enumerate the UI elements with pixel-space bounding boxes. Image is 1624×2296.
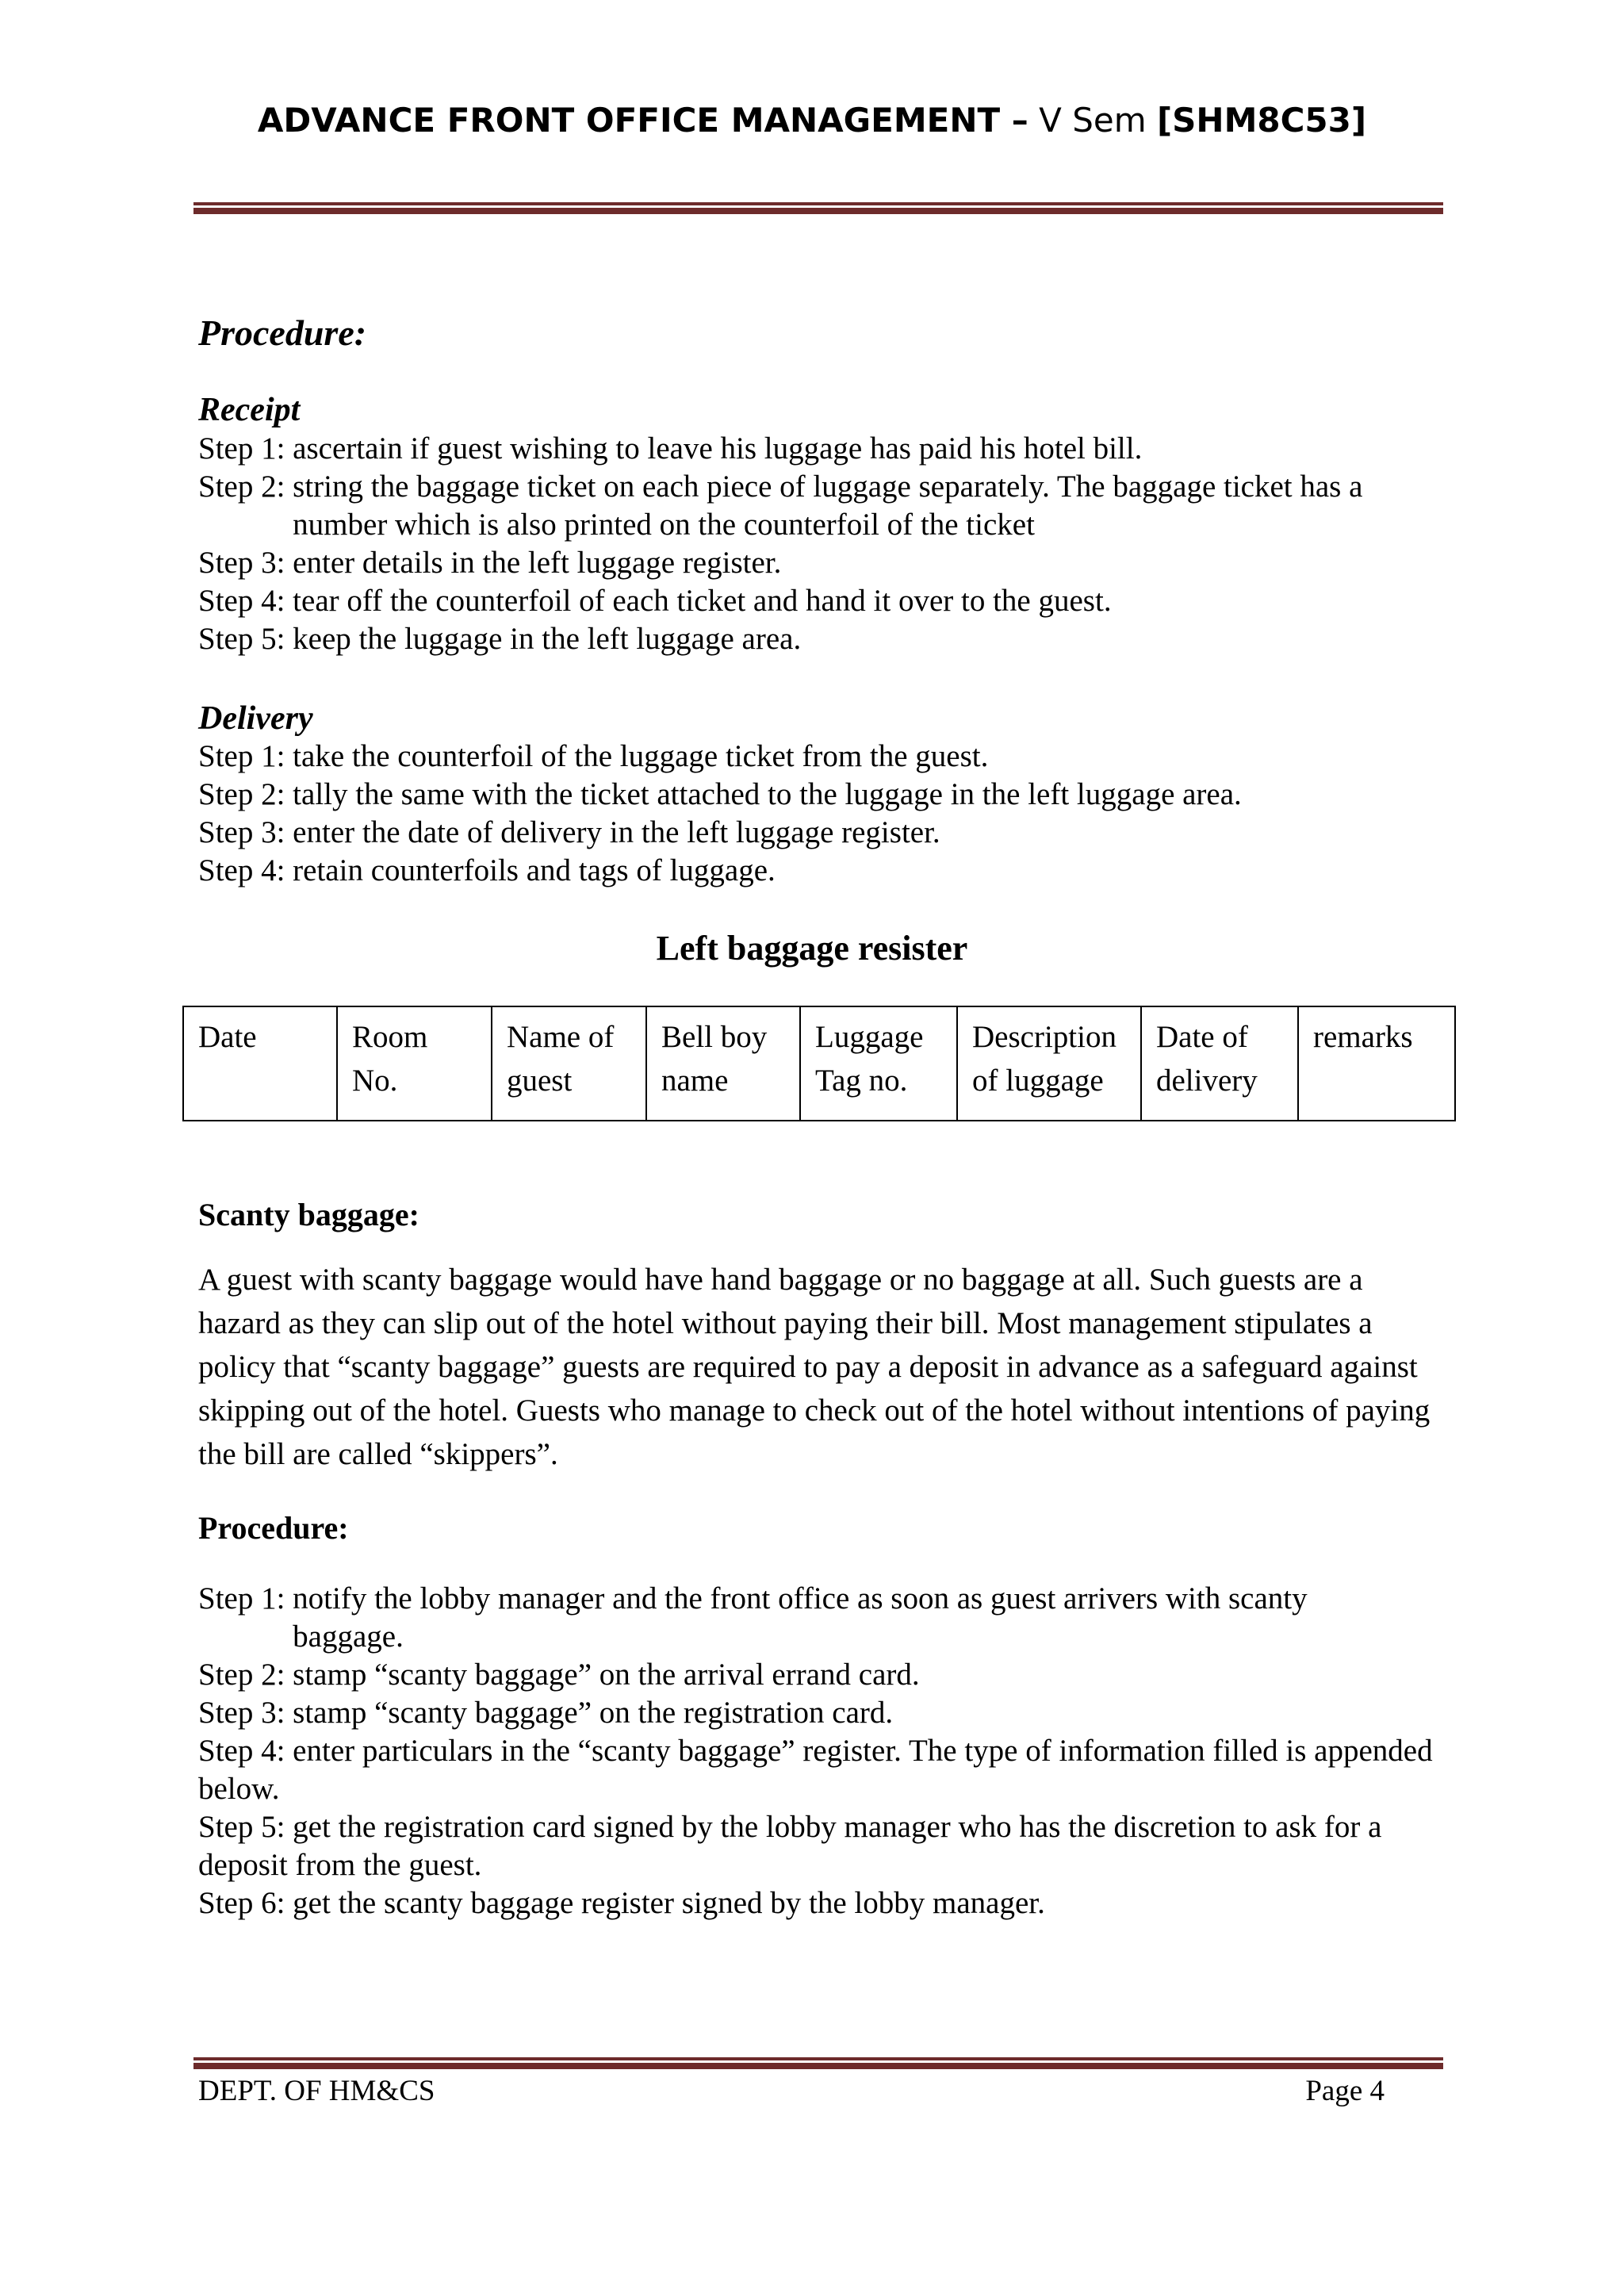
receipt-heading: Receipt xyxy=(198,392,301,428)
list-item: Step 4: retain counterfoils and tags of luggage. xyxy=(198,853,776,887)
semester: V Sem xyxy=(1039,101,1147,140)
delivery-steps xyxy=(198,738,1451,890)
list-item: Step 2: tally the same with the ticket attached to the luggage in the left luggage area. xyxy=(198,777,1242,811)
table-header-row xyxy=(183,1006,1455,1121)
list-item: Step 3: stamp “scanty baggage” on the registration card. xyxy=(198,1696,894,1730)
list-item: Step 4: enter particulars in the “scanty baggage” register. The type of information filled is appended below. xyxy=(198,1734,1433,1806)
receipt-steps xyxy=(198,430,1451,658)
procedure-heading: Procedure: xyxy=(198,312,367,353)
list-item: Step 6: get the scanty baggage register signed by the lobby manager. xyxy=(198,1886,1045,1920)
scanty-steps xyxy=(198,1580,1451,1922)
page-header xyxy=(0,100,1624,141)
register-table-title: Left baggage resister xyxy=(656,929,968,968)
scanty-baggage-heading: Scanty baggage: xyxy=(198,1197,419,1232)
column-header: remarks xyxy=(1298,1006,1455,1121)
header-rule xyxy=(193,202,1443,214)
page-number: Page 4 xyxy=(1305,2075,1385,2107)
column-header: Name of guest xyxy=(492,1006,646,1121)
column-header: Room No. xyxy=(337,1006,492,1121)
list-item: Step 4: tear off the counterfoil of each ticket and hand it over to the guest. xyxy=(198,584,1112,618)
column-header: Date of delivery xyxy=(1141,1006,1298,1121)
left-baggage-register-table xyxy=(182,1006,1456,1121)
list-item: Step 1: take the counterfoil of the luggage ticket from the guest. xyxy=(198,739,989,773)
scanty-baggage-paragraph: A guest with scanty baggage would have hand baggage or no baggage at all. Such guests are a hazard as they can slip out of the hotel without paying their bill. Most management stipulates a policy that “scanty baggage” guests are required to pay a deposit in advance as a safeguard against skipping out of the hotel. Guests who manage to check out of the hotel without intentions of paying the bill are called “skippers”. xyxy=(198,1263,1431,1471)
list-item: Step 1: ascertain if guest wishing to leave his luggage has paid his hotel bill. xyxy=(198,431,1143,466)
course-code: [SHM8C53] xyxy=(1156,101,1367,140)
list-item: Step 3: enter details in the left luggage register. xyxy=(198,546,782,580)
delivery-heading: Delivery xyxy=(198,700,313,737)
footer-rule xyxy=(193,2057,1443,2069)
list-item: Step 5: get the registration card signed by the lobby manager who has the discretion to ask for a deposit from the guest. xyxy=(198,1810,1382,1882)
scanty-procedure-heading: Procedure: xyxy=(198,1510,349,1546)
course-title: ADVANCE FRONT OFFICE MANAGEMENT – xyxy=(257,101,1028,140)
column-header: Bell boy name xyxy=(646,1006,800,1121)
column-header: Luggage Tag no. xyxy=(800,1006,957,1121)
column-header: Description of luggage xyxy=(957,1006,1141,1121)
list-item: Step 5: keep the luggage in the left luggage area. xyxy=(198,622,802,656)
column-header: Date xyxy=(183,1006,337,1121)
list-item: Step 2: stamp “scanty baggage” on the arrival errand card. xyxy=(198,1658,920,1692)
list-item: Step 3: enter the date of delivery in the left luggage register. xyxy=(198,815,940,849)
list-item: Step 2: string the baggage ticket on each piece of luggage separately. The baggage ticket has a number which is also printed on the counterfoil of the ticket xyxy=(198,470,1363,542)
footer-department: DEPT. OF HM&CS xyxy=(198,2075,435,2107)
list-item: Step 1: notify the lobby manager and the front office as soon as guest arrivers with scanty baggage. xyxy=(198,1581,1308,1654)
